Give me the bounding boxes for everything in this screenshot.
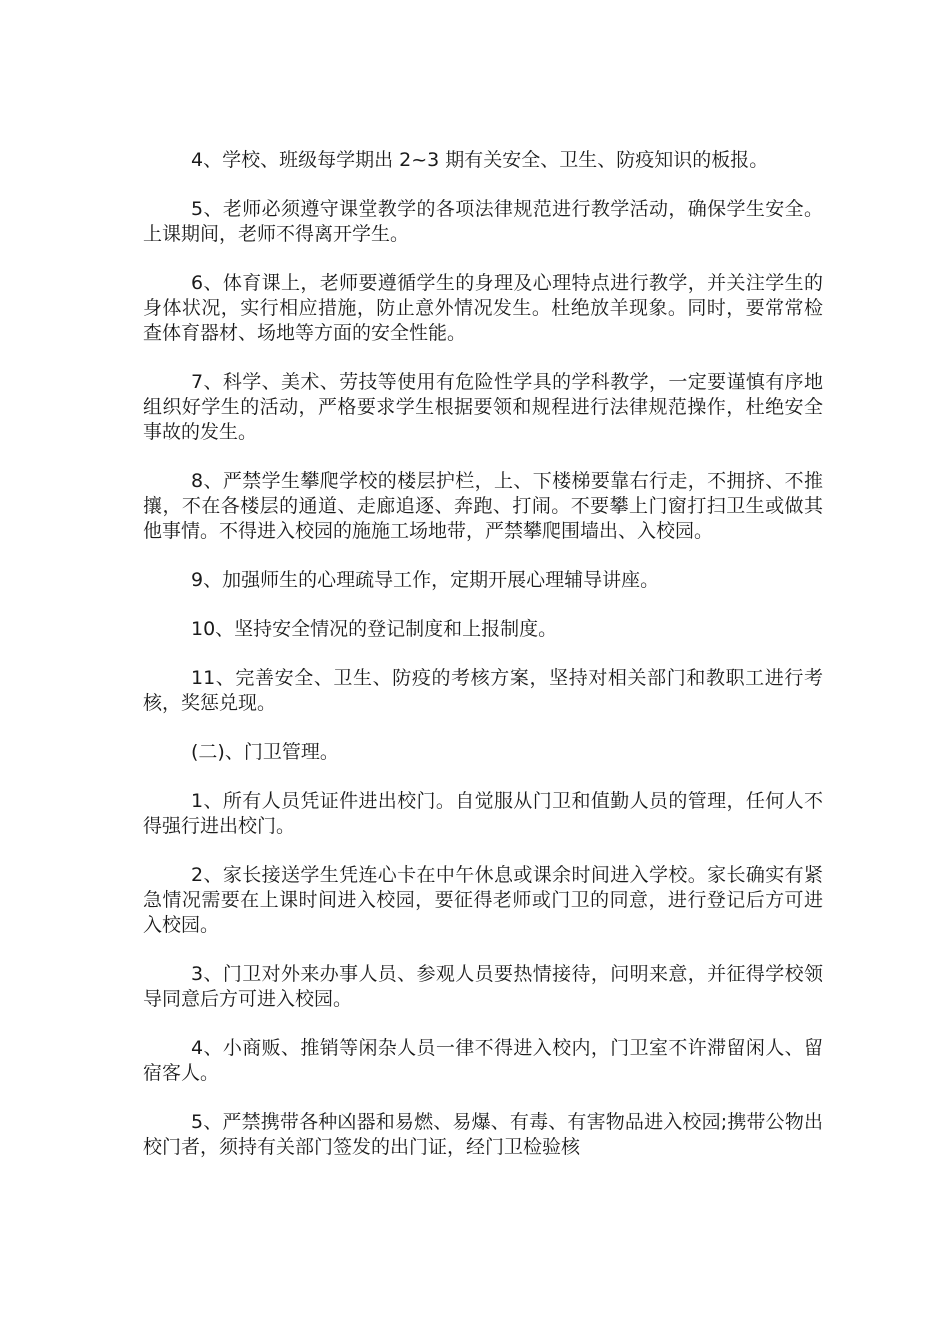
paragraph-vendors: 4、小商贩、推销等闲杂人员一律不得进入校内，门卫室不许滞留闲人、留宿客人。 xyxy=(143,1037,823,1084)
paragraph-counseling: 9、加强师生的心理疏导工作，定期开展心理辅导讲座。 xyxy=(191,569,660,591)
paragraph-hazardous-tools: 7、科学、美术、劳技等使用有危险性学具的学科教学，一定要谨慎有序地组织好学生的活动，严格要求学生根据要领和规程进行法律规范操作，杜绝安全事故的发生。 xyxy=(143,371,823,443)
section-heading-gate-management: (二)、门卫管理。 xyxy=(191,741,339,763)
paragraph-visitors: 3、门卫对外来办事人员、参观人员要热情接待，问明来意，并征得学校领导同意后方可进入校园。 xyxy=(143,963,823,1010)
paragraph-registration: 10、坚持安全情况的登记制度和上报制度。 xyxy=(191,618,558,640)
paragraph-prohibited-items: 5、严禁携带各种凶器和易燃、易爆、有毒、有害物品进入校园;携带公物出校门者，须持有关部门签发的出门证，经门卫检验核 xyxy=(143,1111,823,1158)
paragraph-assessment: 11、完善安全、卫生、防疫的考核方案，坚持对相关部门和教职工进行考核，奖惩兑现。 xyxy=(143,667,823,714)
paragraph-stairs-rules: 8、严禁学生攀爬学校的楼层护栏，上、下楼梯要靠右行走，不拥挤、不推攘，不在各楼层的通道、走廊追逐、奔跑、打闹。不要攀上门窗打扫卫生或做其他事情。不得进入校园的施施工场地带，严禁攀爬围墙出、入校园。 xyxy=(143,470,823,542)
paragraph-gate-id: 1、所有人员凭证件进出校门。自觉服从门卫和值勤人员的管理，任何人不得强行进出校门。 xyxy=(143,790,823,837)
document-body xyxy=(143,148,823,1184)
paragraph-safety-blackboard: 4、学校、班级每学期出 2~3 期有关安全、卫生、防疫知识的板报。 xyxy=(191,149,769,171)
paragraph-classroom-teaching: 5、老师必须遵守课堂教学的各项法律规范进行教学活动，确保学生安全。上课期间，老师不得离开学生。 xyxy=(143,198,823,245)
paragraph-parent-pickup: 2、家长接送学生凭连心卡在中午休息或课余时间进入学校。家长确实有紧急情况需要在上课时间进入校园，要征得老师或门卫的同意，进行登记后方可进入校园。 xyxy=(143,864,823,936)
paragraph-pe-class: 6、体育课上，老师要遵循学生的身理及心理特点进行教学，并关注学生的身体状况，实行相应措施，防止意外情况发生。杜绝放羊现象。同时，要常常检查体育器材、场地等方面的安全性能。 xyxy=(143,272,823,344)
